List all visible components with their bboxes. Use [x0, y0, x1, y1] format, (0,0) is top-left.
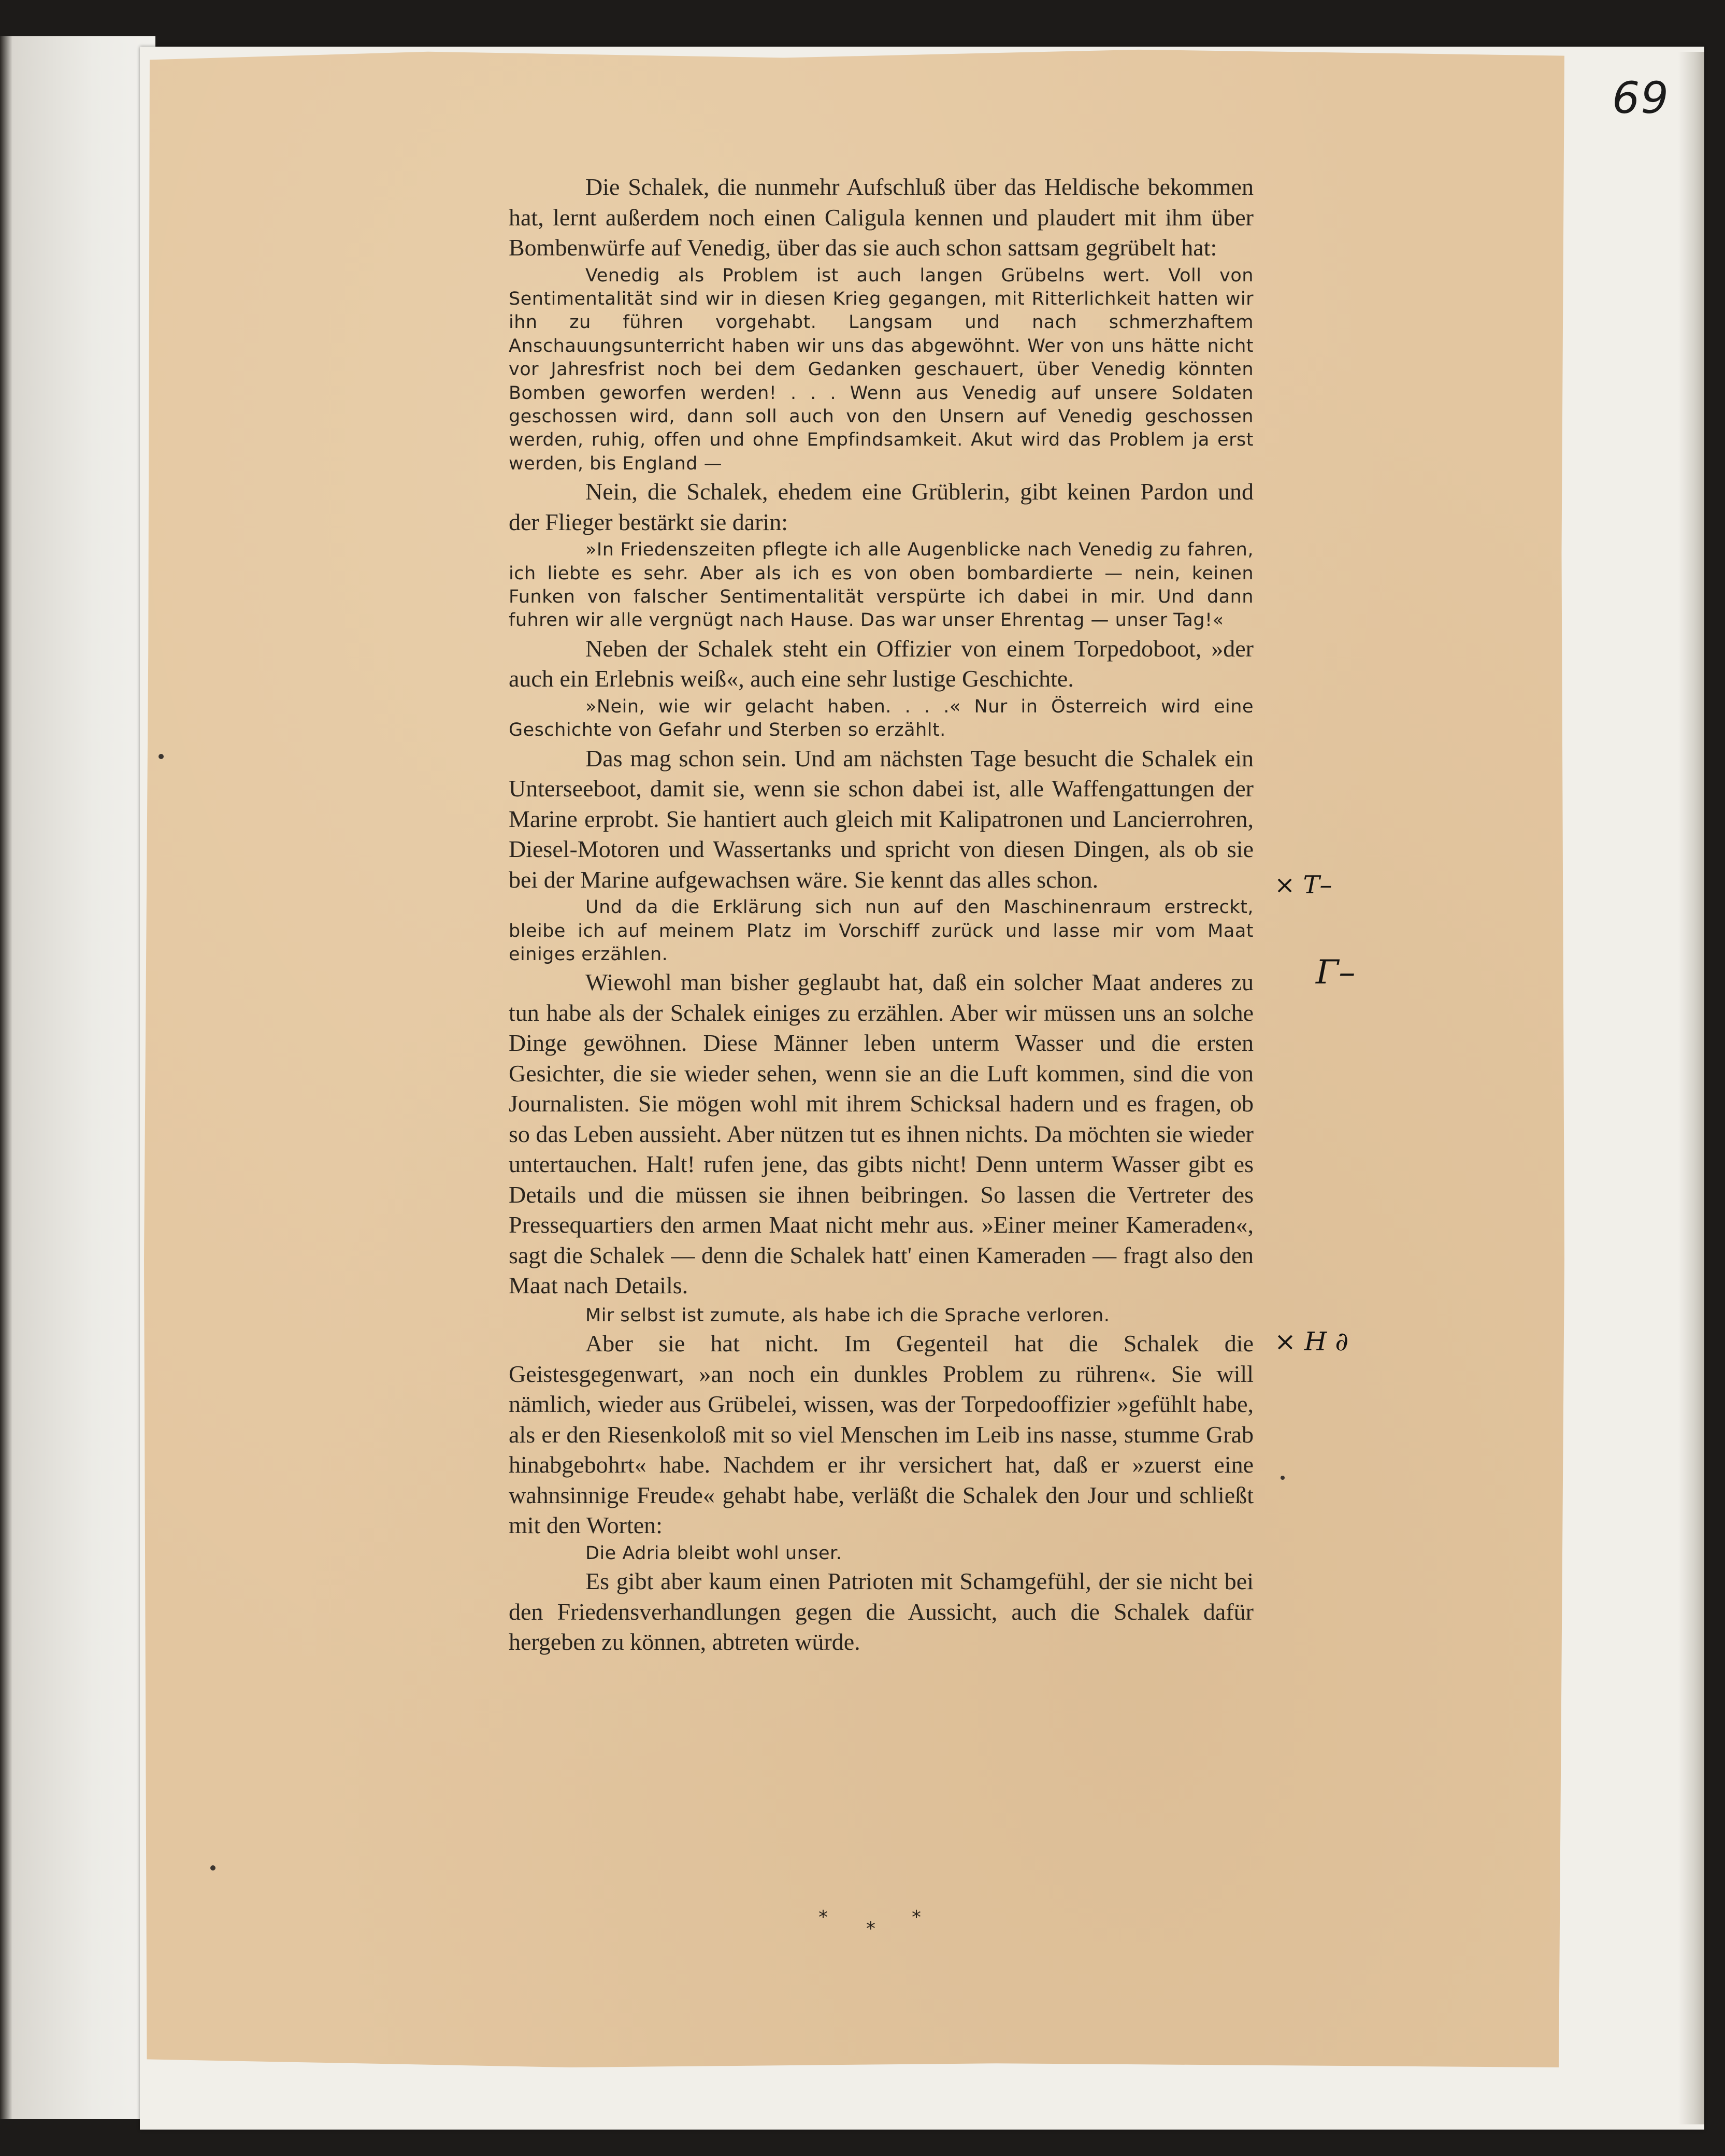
left-book-page	[0, 36, 155, 2119]
stray-mark	[159, 754, 164, 759]
asterisk-center: *	[866, 1918, 875, 1939]
margin-note-1: × T–	[1274, 870, 1332, 899]
text-block	[509, 172, 1254, 1658]
stray-mark	[210, 1865, 215, 1871]
paragraph-3: Neben der Schalek steht ein Offizier von einem Torpedoboot, »der auch ein Erlebnis weiß«, auch eine sehr lustige Geschichte.	[509, 635, 1254, 692]
quote-sprache: Mir selbst ist zumute, als habe ich die Sprache verloren.	[585, 1305, 1110, 1326]
page-edge	[1678, 52, 1704, 2124]
paragraph-1: Die Schalek, die nunmehr Aufschluß über das Heldische bekommen hat, lernt außerdem noch einen Caligula kennen und plaudert mit ihm über Bombenwürfe auf Venedig, über das sie auch schon sattsam gegrübelt hat:	[509, 174, 1254, 261]
quote-venedig: Venedig als Problem ist auch langen Grübelns wert. Voll von Sentimentalität sind wir in diesen Krieg gegangen, mit Ritterlichkeit hatten wir ihn zu führen vorgehabt. Langsam und nach schmerzhaftem Anschauungsunterricht haben wir uns das abgewöhnt. Wer von uns hätte nicht vor Jahresfrist noch bei dem Gedanken geschauert, über Venedig könnten Bomben geworfen werden! . . . Wenn aus Venedig auf unsere Soldaten geschossen wird, dann soll auch von den Unsern auf Venedig geschossen werden, ruhig, offen und ohne Empfindsamkeit. Akut wird das Problem ja erst werden, bis England —	[509, 265, 1254, 474]
quote-flieger: »In Friedenszeiten pflegte ich alle Augenblicke nach Venedig zu fahren, ich liebte es sehr. Aber als ich es von oben bombardierte — nein, keinen Funken von falscher Sentimentalität verspürte ich dabei in mir. Und dann fuhren wir alle vergnügt nach Hause. Das war unser Ehrentag — unser Tag!«	[509, 539, 1254, 631]
stray-mark	[1281, 1476, 1285, 1480]
paragraph-2: Nein, die Schalek, ehedem eine Grüblerin, gibt keinen Pardon und der Flieger bestärkt sie darin:	[509, 478, 1254, 535]
section-asterisks	[808, 1907, 932, 1953]
asterisk-right: *	[912, 1907, 921, 1928]
quote-adria: Die Adria bleibt wohl unser.	[585, 1543, 842, 1564]
folio-number: 69	[1612, 73, 1670, 123]
asterisk-left: *	[818, 1907, 828, 1928]
paragraph-7: Es gibt aber kaum einen Patrioten mit Schamgefühl, der sie nicht bei den Friedensverhandlungen gegen die Aussicht, auch die Schalek dafür hergeben zu können, abtreten würde.	[509, 1568, 1254, 1655]
paragraph-5: Wiewohl man bisher geglaubt hat, daß ein solcher Maat anderes zu tun habe als der Schalek einiges zu erzählen. Aber wir müssen uns an solche Dinge gewöhnen. Diese Männer leben unterm Wasser und die ersten Gesichter, die sie wieder sehen, wenn sie an die Luft kommen, sind die von Journalisten. Sie mögen wohl mit ihrem Schicksal hadern und es fragen, ob so das Leben aussieht. Aber nützen tut es ihnen nichts. Da möchten sie wieder untertauchen. Halt! rufen jene, das gibts nicht! Denn unterm Wasser gibt es Details und die müssen sie ihnen beibringen. So lassen die Vertreter des Pressequartiers den armen Maat nicht mehr aus. »Einer meiner Kameraden«, sagt die Schalek — denn die Schalek hatt' einen Kameraden — fragt also den Maat nach Details.	[509, 969, 1254, 1299]
paragraph-4: Das mag schon sein. Und am nächsten Tage besucht die Schalek ein Unterseeboot, damit sie, wenn sie schon dabei ist, alle Waffengattungen der Marine erprobt. Sie hantiert auch gleich mit Kalipatronen und Lancierrohren, Diesel-Motoren und Wassertanks und spricht von diesen Dingen, als ob sie bei der Marine aufgewachsen wäre. Sie kennt das alles schon.	[509, 745, 1254, 893]
quote-maschinenraum: Und da die Erklärung sich nun auf den Maschinenraum erstreckt, bleibe ich auf meinem Platz im Vorschiff zurück und lasse mir vom Maat einiges erzählen.	[509, 897, 1254, 965]
quote-gelacht: »Nein, wie wir gelacht haben. . . .« Nur in Österreich wird eine Geschichte von Gefahr und Sterben so erzählt.	[509, 696, 1254, 741]
paragraph-6: Aber sie hat nicht. Im Gegenteil hat die Schalek die Geistesgegenwart, »an noch ein dunkles Problem zu rühren«. Sie will nämlich, wieder aus Grübelei, wissen, was der Torpedooffizier »gefühlt habe, als er den Riesenkoloß mit so viel Menschen im Leib ins nasse, stumme Grab hinabgebohrt« habe. Nachdem er ihr versichert hat, daß er »zuerst eine wahnsinnige Freude« gehabt habe, verläßt die Schalek den Jour und schließt mit den Worten:	[509, 1330, 1254, 1539]
margin-note-2: Γ–	[1316, 953, 1356, 992]
margin-note-3: × H ∂	[1274, 1326, 1349, 1357]
